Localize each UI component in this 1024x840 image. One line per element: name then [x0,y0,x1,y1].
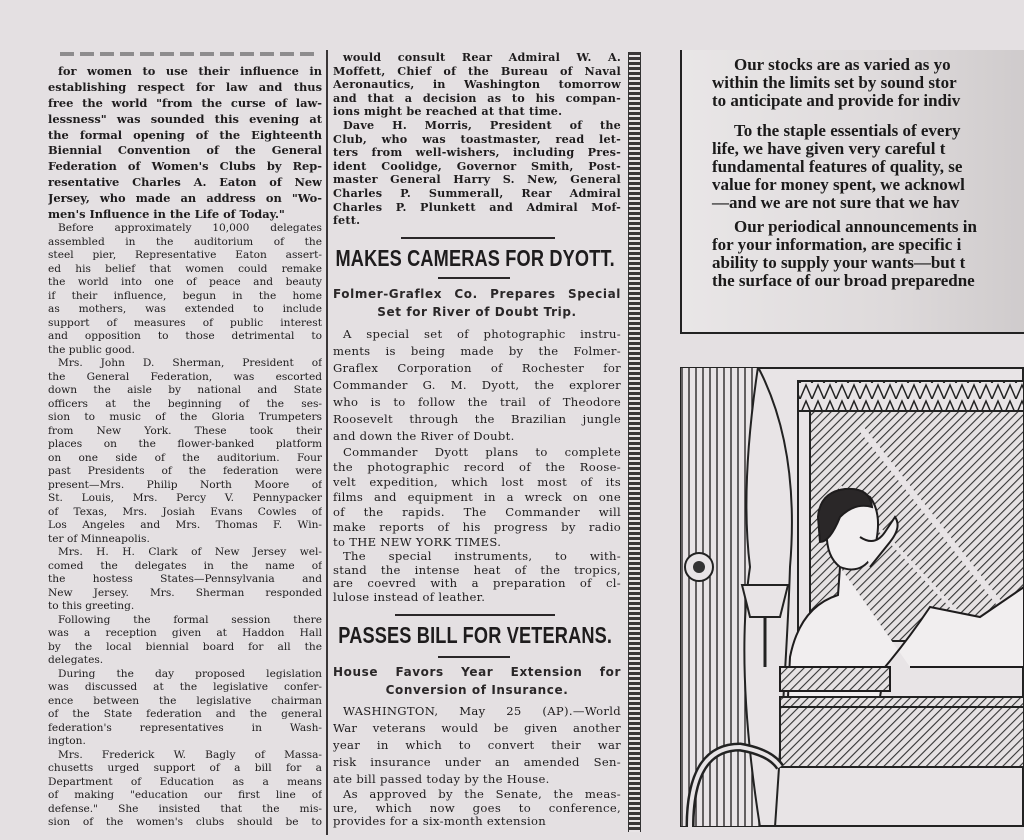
veterans-paragraph [333,703,621,788]
text-line: and that a decision as to his compan- [333,91,621,105]
text-line: ters from well-wishers, including Pres- [333,146,621,160]
text-line: sion of the women's clubs should be to [48,816,322,828]
text-line: steel pier, Representative Eaton assert- [48,249,322,261]
ad-text-line: to anticipate and provide for indiv [712,91,961,110]
text-line: Department of Education as a means [48,775,322,788]
text-line: Jersey, who made an address on "Wo- [48,191,322,206]
text-line: past Presidents of the federation were [48,465,322,477]
column-divider [326,50,328,835]
text-line: of the State federation and the general [48,708,322,720]
text-line: the world into one of peace and beauty [48,276,322,288]
text-line: Moffett, Chief of the Bureau of Naval [333,64,621,78]
ad-paragraph [712,218,1024,290]
body-paragraph [48,668,322,749]
text-line: New Jersey. Mrs. Sherman responded [48,586,322,599]
ad-text-line: value for money spent, we acknowl [712,175,965,194]
text-line: as mothers, was extended to include [48,303,322,315]
body-paragraph [48,222,322,357]
text-line: Federation of Women's Clubs by Rep- [48,159,322,174]
subhead-veterans [333,663,621,699]
cameras-paragraph [333,550,621,604]
text-line: ate bill passed today by the House. [333,772,550,786]
text-line: of making "education our first line of [48,789,322,801]
text-line: down the aisle by national and State [48,384,322,396]
text-line: Commander G. M. Dyott, the explorer [333,378,621,392]
text-line: films and equipment in a wreck on one [333,490,621,504]
text-line: stand the intense heat of the tropics, [333,563,621,577]
text-line: lulose instead of leather. [333,590,486,604]
ad-text-line: Our periodical announcements in [734,217,977,236]
headline-makes-cameras: MAKES CAMERAS FOR DYOTT. [335,245,615,271]
text-line: The special instruments, to with- [343,550,621,563]
text-line: who is to follow the trail of Theodore [333,395,621,409]
text-line: are coevred with a preparation of cl- [333,577,621,590]
text-line: As approved by the Senate, the meas- [343,788,621,801]
continued-paragraph [333,119,621,228]
ad-text-line: within the limits set by sound stor [712,73,957,92]
text-line: was discussed at the legislative confer- [48,681,322,693]
text-line: ure, which now goes to conference, [333,801,621,815]
text-line: Commander Dyott plans to complete [343,445,621,459]
subhead-line: Folmer-Graflex Co. Prepares Special [333,287,621,301]
ad-paragraph [712,56,1024,110]
text-line: by the local biennial board for all the [48,640,322,653]
text-line: ions might be reached at that time. [333,105,563,119]
text-line: WASHINGTON, May 25 (AP).—World [343,704,621,718]
text-line: of the rapids. The Commander will [333,505,621,519]
text-line: from New York. These took their [48,424,322,437]
text-line: Biennial Convention of the General [48,143,322,158]
text-line: delegates. [48,654,104,666]
subhead-line: Conversion of Insurance. [385,683,569,697]
body-paragraph [48,357,322,546]
text-line: Dave H. Morris, President of the [343,119,621,132]
headline-rule [395,614,555,616]
text-line: Charles P. Plunkett and Admiral Mof- [333,200,621,214]
text-line: Charles P. Summerall, Rear Admiral [333,186,621,200]
text-line: for women to use their influence in [58,64,322,78]
subhead-cameras [333,285,621,321]
text-line: ed his belief that women could remake [48,262,322,275]
body-paragraph [48,749,322,830]
body-paragraph [48,546,322,614]
ad-text-line: ability to supply your wants—but t [712,253,966,272]
text-line: lessness" was sounded this evening at [48,111,322,126]
text-line: present—Mrs. Philip North Moore of [48,478,322,491]
text-line: ington. [48,735,86,747]
veterans-paragraph [333,788,621,829]
ad-text-line: To the staple essentials of every [734,121,961,140]
text-line: ter of Minneapolis. [48,532,150,545]
text-line: make reports of his progress by radio [333,520,621,534]
text-line: Following the formal session there [58,613,322,626]
article-column-news [333,0,621,840]
text-line: Los Angeles and Mrs. Thomas F. Win- [48,519,322,531]
headline-rule [438,656,510,658]
text-line: provides for a six-month extension [333,815,547,829]
text-line: year in which to convert their war [333,738,621,752]
text-line: federation's representatives in Wash- [48,721,322,734]
text-line: free the world "from the curse of law- [48,95,322,110]
ad-text-line: fundamental features of quality, se [712,157,963,176]
text-line: Mrs. John D. Sherman, President of [58,357,322,369]
text-line: Mrs. H. H. Clark of New Jersey wel- [58,546,322,558]
text-line: Mrs. Frederick W. Bagly of Massa- [58,748,322,761]
text-line: resentative Charles A. Eaton of New [48,175,322,190]
text-line: if their influence, begun in the home [48,289,322,302]
headline-rule [438,277,510,279]
text-line: Graflex Corporation of Rochester for [333,361,621,375]
text-line: would consult Rear Admiral W. A. [343,51,621,64]
text-line: fett. [333,214,361,228]
text-line: the public good. [48,343,135,356]
text-line: and opposition to those detrimental to [48,330,322,342]
text-line: to THE NEW YORK TIMES. [333,535,502,549]
lead-paragraph [48,64,322,223]
article-column-womens-clubs [48,0,322,840]
text-line: men's Influence in the Life of Today." [48,207,285,222]
text-line: on one side of the auditorium. Four [48,451,322,464]
text-line: establishing respect for law and thus [48,79,322,94]
text-line: the photographic record of the Roose- [333,460,621,474]
text-line: support of measures of public interest [48,316,322,329]
text-line: and down the River of Doubt. [333,429,515,443]
text-line: the General Federation, was escorted [48,370,322,383]
ad-paragraph [712,122,1024,212]
text-line: the hostess States—Pennsylvania and [48,573,322,585]
text-line: During the day proposed legislation [58,667,322,680]
text-line: assembled in the auditorium of the [48,235,322,248]
text-line: places on the flower-banked platform [48,438,322,450]
ad-text-line: life, we have given very careful t [712,139,946,158]
text-line: to this greeting. [48,600,135,612]
headline-rule [401,237,555,239]
cameras-paragraph [333,445,621,550]
vanity-table [780,697,1024,767]
ad-text-line: the surface of our broad preparedne [712,271,975,290]
subhead-line: House Favors Year Extension for [333,665,621,679]
ad-text-line: for your information, are specific i [712,235,962,254]
ad-text-line: Our stocks are as varied as yo [734,55,951,74]
text-line: ident Coolidge, Governor Smith, Post- [333,159,621,173]
text-line: the formal opening of the Eighteenth [48,127,322,142]
text-line: defense." She insisted that the mis- [48,802,322,815]
text-line: War veterans would be given another [333,721,621,735]
text-line: ence between the legislative chairman [48,694,322,707]
text-line: Before approximately 10,000 delegates [58,222,322,234]
text-line: Roosevelt through the Brazilian jungle [333,412,621,426]
ad-text-line: —and we are not sure that we hav [712,193,960,212]
text-line: sion to music of the Gloria Trumpeters [48,411,322,423]
text-line: Club, who was toastmaster, read let- [333,132,621,146]
advertisement-illustration-woman-at-vanity [680,367,1024,827]
text-line: chusetts urged support of a bill for a [48,762,322,774]
body-paragraph [48,614,322,668]
continued-paragraph [333,51,621,119]
decorative-border-strip [628,52,641,832]
text-line: was a reception given at Haddon Hall [48,627,322,639]
text-line: officers at the beginning of the ses- [48,397,322,410]
text-line: velt expedition, which lost most of its [333,475,621,489]
text-line: Aeronautics, in Washington tomorrow [333,78,621,92]
text-line: risk insurance under an amended Sen- [333,755,621,769]
text-line: comed the delegates in the name of [48,559,322,572]
cameras-paragraph [333,326,621,445]
text-line: master General Harry S. New, General [333,173,621,187]
store-advertisement-box [680,50,1024,334]
subhead-line: Set for River of Doubt Trip. [377,305,577,319]
text-line: of Texas, Mrs. Josiah Evans Cowles of [48,505,322,518]
headline-passes-bill: PASSES BILL FOR VETERANS. [338,622,613,648]
text-line: ments is being made by the Folmer- [333,344,621,358]
text-line: St. Louis, Mrs. Percy V. Pennypacker [48,492,322,504]
text-line: A special set of photographic instru- [343,327,621,341]
